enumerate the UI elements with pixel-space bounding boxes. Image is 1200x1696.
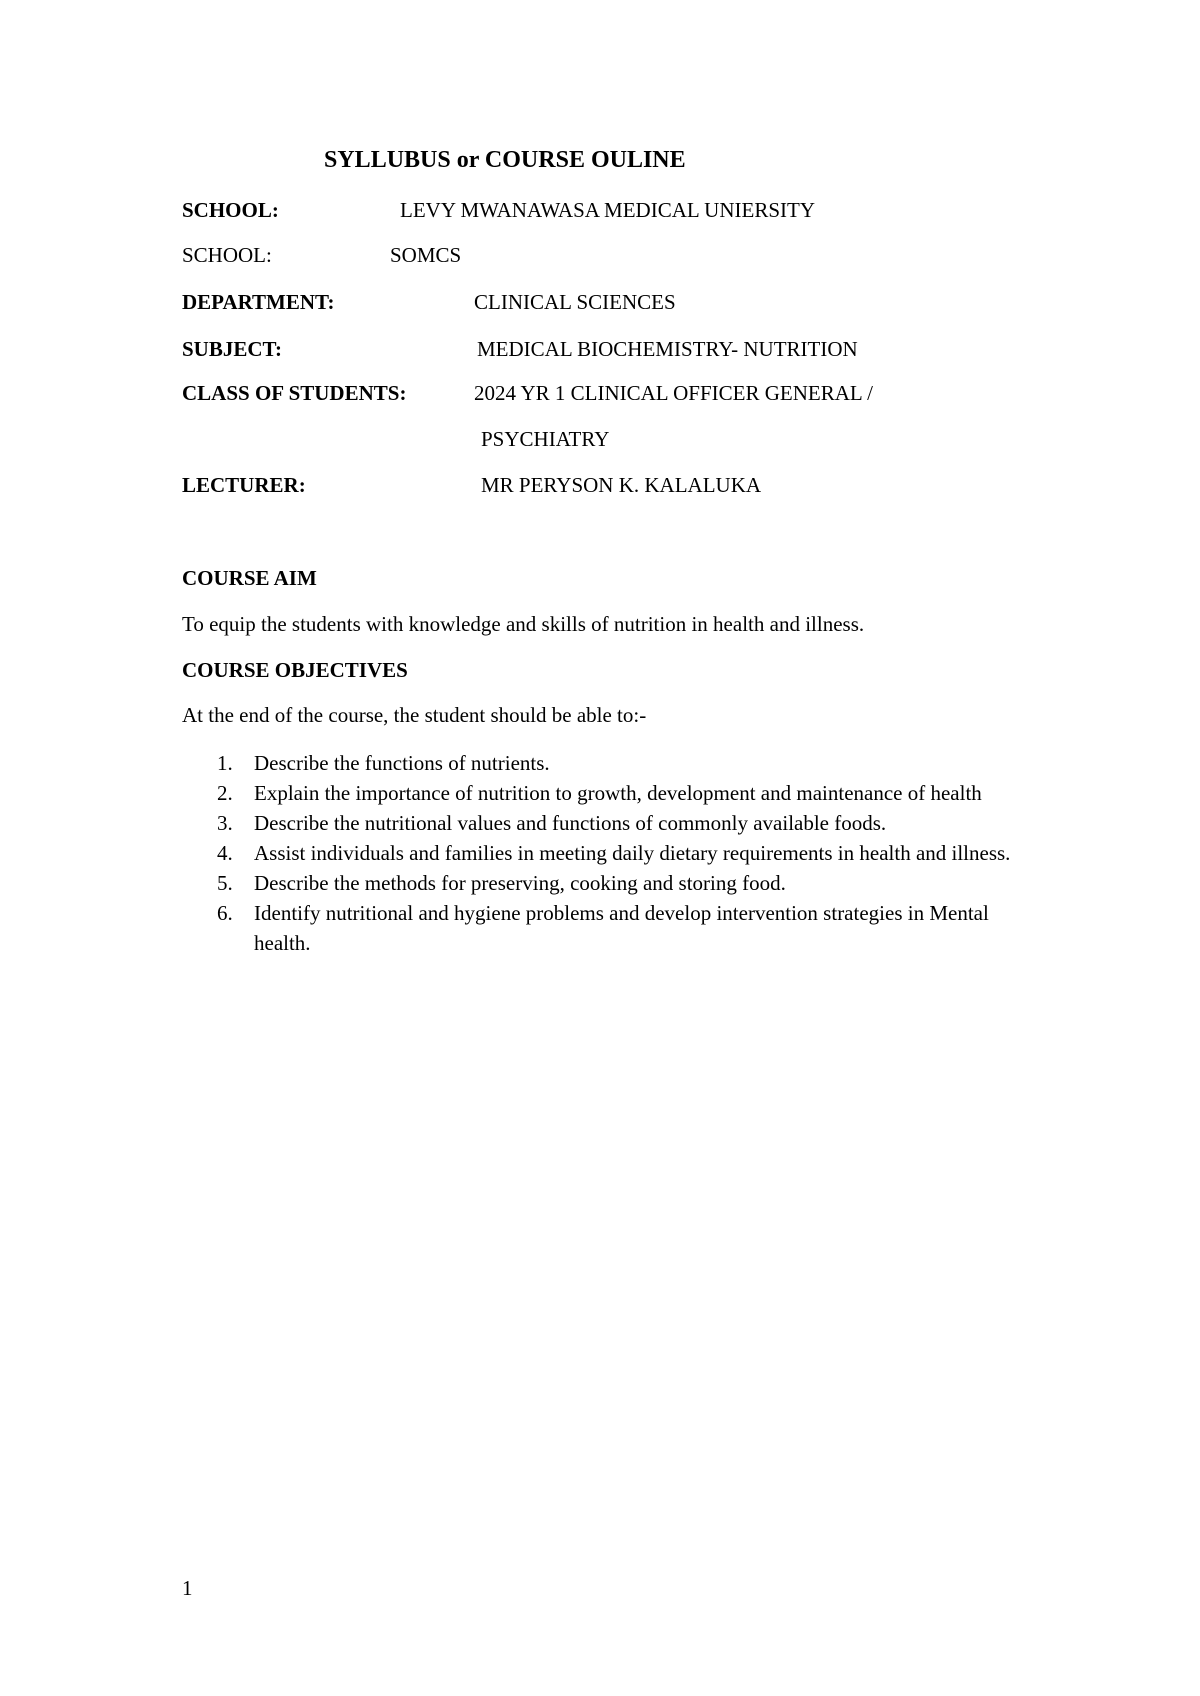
objective-number: 2. [217,781,233,805]
objective-item [182,748,1042,778]
info-label-class: CLASS OF STUDENTS: [182,381,407,405]
objective-text: Describe the methods for preserving, cooking and storing food. [254,871,786,895]
info-value-department: CLINICAL SCIENCES [474,290,676,314]
objective-text: Describe the nutritional values and functions of commonly available foods. [254,811,887,835]
objective-item [182,898,1042,958]
page-number: 1 [182,1576,193,1600]
info-value-subject: MEDICAL BIOCHEMISTRY- NUTRITION [477,337,858,361]
course-objectives-intro: At the end of the course, the student should be able to:- [182,703,647,727]
objective-item [182,808,1042,838]
objective-text: Explain the importance of nutrition to growth, development and maintenance of health [254,781,982,805]
objective-item [182,778,1042,808]
info-value-class: 2024 YR 1 CLINICAL OFFICER GENERAL / [474,381,873,405]
objective-number: 6. [217,901,233,925]
course-aim-heading: COURSE AIM [182,566,317,590]
info-value-class-line2: PSYCHIATRY [481,427,610,451]
objective-item [182,838,1042,868]
objective-number: 3. [217,811,233,835]
info-label-subject: SUBJECT: [182,337,282,361]
info-label-lecturer: LECTURER: [182,473,306,497]
objective-number: 1. [217,751,233,775]
info-value-lecturer: MR PERYSON K. KALALUKA [481,473,762,497]
objective-text: Assist individuals and families in meeting daily dietary requirements in health and illness. [254,841,1011,865]
objective-number: 4. [217,841,233,865]
course-objectives-heading: COURSE OBJECTIVES [182,658,408,682]
objective-item [182,868,1042,898]
document-title: SYLLUBUS or COURSE OULINE [324,147,686,173]
objectives-list [182,748,1042,958]
objective-number: 5. [217,871,233,895]
objective-text: Identify nutritional and hygiene problems and develop intervention strategies in Mental health. [254,901,989,955]
course-aim-text: To equip the students with knowledge and skills of nutrition in health and illness. [182,612,865,636]
info-label-school: SCHOOL: [182,198,279,222]
info-value-school: LEVY MWANAWASA MEDICAL UNIERSITY [400,198,815,222]
objective-text: Describe the functions of nutrients. [254,751,550,775]
info-label-department: DEPARTMENT: [182,290,335,314]
info-value-school-2: SOMCS [390,243,462,267]
info-label-school-2: SCHOOL: [182,243,272,267]
